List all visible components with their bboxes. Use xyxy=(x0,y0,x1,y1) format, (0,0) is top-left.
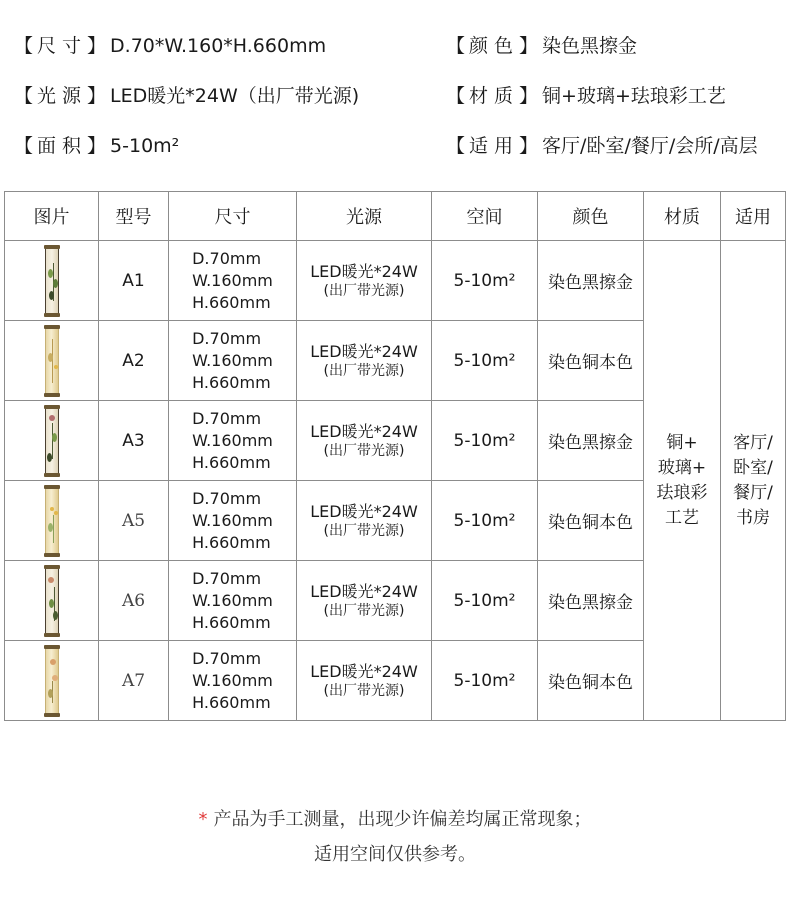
open-bracket: 【 xyxy=(14,135,34,157)
usage-line: 餐厅/ xyxy=(733,482,773,503)
light-note: (出厂带光源) xyxy=(323,682,405,699)
model-cell: A3 xyxy=(99,401,169,481)
wall-lamp-icon xyxy=(44,645,60,717)
dim-depth: D.70mm xyxy=(192,248,262,268)
light-spec: LED暖光*24W xyxy=(310,261,418,281)
dim-width: W.160mm xyxy=(192,430,273,450)
spec-material xyxy=(446,83,726,109)
spec-color-value: 染色黑擦金 xyxy=(542,35,638,57)
space-cell: 5-10m² xyxy=(432,641,538,721)
open-bracket: 【 xyxy=(14,85,34,107)
product-image-cell xyxy=(5,481,99,561)
space-cell: 5-10m² xyxy=(432,561,538,641)
disclaimer-line-1 xyxy=(0,805,790,831)
material-line: 玻璃+ xyxy=(657,457,707,478)
dim-height: H.660mm xyxy=(192,532,271,552)
light-note: (出厂带光源) xyxy=(323,282,405,299)
spec-light xyxy=(14,83,359,109)
spec-usage-value: 客厅/卧室/餐厅/会所/高层 xyxy=(542,135,758,157)
wall-lamp-icon xyxy=(44,565,60,637)
spec-size-value: D.70*W.160*H.660mm xyxy=(110,35,327,57)
light-note: (出厂带光源) xyxy=(323,362,405,379)
color-cell: 染色铜本色 xyxy=(538,641,644,721)
disclaimer-text-2: 适用空间仅供参考。 xyxy=(314,844,476,865)
close-bracket: 】 xyxy=(519,135,539,157)
open-bracket: 【 xyxy=(446,135,466,157)
size-cell xyxy=(169,321,297,401)
wall-lamp-icon xyxy=(44,485,60,557)
material-cell xyxy=(644,241,721,721)
usage-line: 卧室/ xyxy=(733,457,773,478)
size-cell xyxy=(169,401,297,481)
model-cell: A6 xyxy=(99,561,169,641)
product-image-cell xyxy=(5,401,99,481)
spec-material-value: 铜+玻璃+珐琅彩工艺 xyxy=(542,85,726,107)
dim-depth: D.70mm xyxy=(192,408,262,428)
header-size: 尺寸 xyxy=(169,192,297,241)
light-note: (出厂带光源) xyxy=(323,602,405,619)
spec-area-label: 面积 xyxy=(37,135,88,157)
close-bracket: 】 xyxy=(87,85,107,107)
product-image-cell xyxy=(5,561,99,641)
light-note: (出厂带光源) xyxy=(323,442,405,459)
table-header-row xyxy=(5,192,786,241)
light-spec: LED暖光*24W xyxy=(310,341,418,361)
material-line: 铜+ xyxy=(666,432,698,453)
dim-width: W.160mm xyxy=(192,350,273,370)
model-cell: A2 xyxy=(99,321,169,401)
dim-depth: D.70mm xyxy=(192,328,262,348)
color-cell: 染色黑擦金 xyxy=(538,561,644,641)
dim-width: W.160mm xyxy=(192,590,273,610)
dim-height: H.660mm xyxy=(192,372,271,392)
model-cell: A7 xyxy=(99,641,169,721)
spec-color xyxy=(446,33,637,59)
spec-light-label: 光源 xyxy=(37,85,88,107)
color-cell: 染色黑擦金 xyxy=(538,241,644,321)
dim-width: W.160mm xyxy=(192,670,273,690)
header-usage: 适用 xyxy=(721,192,786,241)
header-color: 颜色 xyxy=(538,192,644,241)
product-image-cell xyxy=(5,641,99,721)
light-cell xyxy=(297,481,432,561)
header-light: 光源 xyxy=(297,192,432,241)
header-image: 图片 xyxy=(5,192,99,241)
size-cell xyxy=(169,481,297,561)
light-spec: LED暖光*24W xyxy=(310,501,418,521)
asterisk-mark: * xyxy=(198,809,208,830)
product-image-cell xyxy=(5,321,99,401)
dim-depth: D.70mm xyxy=(192,568,262,588)
open-bracket: 【 xyxy=(14,35,34,57)
usage-line: 书房 xyxy=(736,507,770,528)
spec-area xyxy=(14,133,179,159)
color-cell: 染色铜本色 xyxy=(538,321,644,401)
light-cell xyxy=(297,241,432,321)
model-cell: A1 xyxy=(99,241,169,321)
spec-area-value: 5-10m² xyxy=(110,135,180,157)
usage-cell xyxy=(721,241,786,721)
light-cell xyxy=(297,641,432,721)
wall-lamp-icon xyxy=(44,245,60,317)
spec-summary xyxy=(0,0,790,180)
spec-usage xyxy=(446,133,758,159)
spec-material-label: 材质 xyxy=(469,85,520,107)
space-cell: 5-10m² xyxy=(432,321,538,401)
spec-size xyxy=(14,33,326,59)
space-cell: 5-10m² xyxy=(432,241,538,321)
light-note: (出厂带光源) xyxy=(323,522,405,539)
header-space: 空间 xyxy=(432,192,538,241)
product-table xyxy=(4,191,786,721)
model-cell: A5 xyxy=(99,481,169,561)
color-cell: 染色铜本色 xyxy=(538,481,644,561)
size-cell xyxy=(169,641,297,721)
size-cell xyxy=(169,241,297,321)
table-row xyxy=(5,241,786,321)
dim-height: H.660mm xyxy=(192,692,271,712)
spec-usage-label: 适用 xyxy=(469,135,520,157)
close-bracket: 】 xyxy=(519,85,539,107)
light-spec: LED暖光*24W xyxy=(310,581,418,601)
dim-height: H.660mm xyxy=(192,452,271,472)
light-spec: LED暖光*24W xyxy=(310,661,418,681)
wall-lamp-icon xyxy=(44,405,60,477)
dim-width: W.160mm xyxy=(192,510,273,530)
size-cell xyxy=(169,561,297,641)
dim-depth: D.70mm xyxy=(192,648,262,668)
close-bracket: 】 xyxy=(87,135,107,157)
light-cell xyxy=(297,561,432,641)
disclaimer-line-2 xyxy=(0,840,790,866)
usage-line: 客厅/ xyxy=(733,432,773,453)
dim-height: H.660mm xyxy=(192,612,271,632)
material-line: 工艺 xyxy=(665,507,699,528)
light-spec: LED暖光*24W xyxy=(310,421,418,441)
product-image-cell xyxy=(5,241,99,321)
disclaimer-text-1: 产品为手工测量，出现少许偏差均属正常现象； xyxy=(213,809,592,830)
space-cell: 5-10m² xyxy=(432,481,538,561)
light-cell xyxy=(297,321,432,401)
dim-depth: D.70mm xyxy=(192,488,262,508)
spec-color-label: 颜色 xyxy=(469,35,520,57)
open-bracket: 【 xyxy=(446,35,466,57)
header-material: 材质 xyxy=(644,192,721,241)
spec-size-label: 尺寸 xyxy=(37,35,88,57)
header-model: 型号 xyxy=(99,192,169,241)
light-cell xyxy=(297,401,432,481)
color-cell: 染色黑擦金 xyxy=(538,401,644,481)
wall-lamp-icon xyxy=(44,325,60,397)
close-bracket: 】 xyxy=(519,35,539,57)
space-cell: 5-10m² xyxy=(432,401,538,481)
open-bracket: 【 xyxy=(446,85,466,107)
material-line: 珐琅彩 xyxy=(656,482,708,503)
dim-height: H.660mm xyxy=(192,292,271,312)
spec-light-value: LED暖光*24W（出厂带光源) xyxy=(110,85,360,107)
dim-width: W.160mm xyxy=(192,270,273,290)
close-bracket: 】 xyxy=(87,35,107,57)
